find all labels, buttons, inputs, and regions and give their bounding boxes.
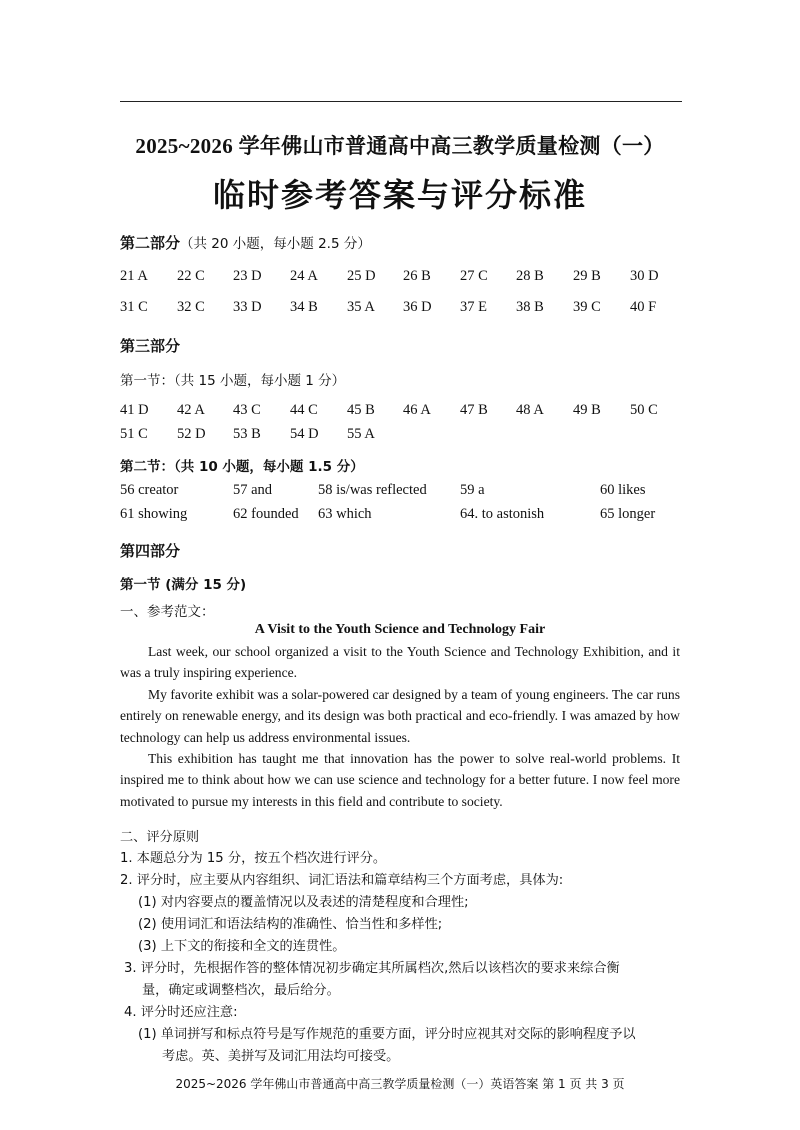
answer-item: 35 A — [347, 299, 375, 315]
principle-item: (1) 对内容要点的覆盖情况以及表述的清楚程度和合理性; — [138, 895, 469, 910]
part3-section1-heading: 第一节：（共 15 小题，每小题 1 分） — [120, 373, 346, 389]
part2-title: 第二部分 — [120, 234, 181, 252]
answer-row — [120, 268, 680, 288]
answer-item: 58 is/was reflected — [318, 482, 427, 498]
answer-item: 31 C — [120, 299, 148, 315]
principle-item: (2) 使用词汇和语法结构的准确性、恰当性和多样性; — [138, 917, 443, 932]
page-footer: 2025~2026 学年佛山市普通高中高三教学质量检测（一）英语答案 第 1 页 共 3 页 — [175, 1077, 625, 1091]
answer-item: 55 A — [347, 426, 375, 442]
principle-item: 3. 评分时，先根据作答的整体情况初步确定其所属档次,然后以该档次的要求来综合衡 — [124, 961, 620, 976]
essay-paragraph: This exhibition has taught me that innovation has the power to solve real-world problems. It inspired me to think about how we can use science and technology for a better future. I now feel more motivated to pursue my interests in this field and contribute to society. — [120, 751, 680, 809]
answer-item: 27 C — [460, 268, 488, 284]
document-title: 临时参考答案与评分标准 — [212, 176, 587, 214]
answer-item: 32 C — [177, 299, 205, 315]
principle-item: 4. 评分时还应注意: — [124, 1005, 238, 1020]
part2-note: （共 20 小题，每小题 2.5 分） — [180, 236, 371, 252]
essay-paragraph: My favorite exhibit was a solar-powered car designed by a team of young engineers. The car runs entirely on renewable energy, and its design was both practical and eco-friendly. I was amazed by how technology can help us address environmental issues. — [120, 687, 680, 745]
part3-section2-heading — [120, 455, 364, 475]
answer-item: 65 longer — [600, 506, 656, 522]
answer-item: 57 and — [233, 482, 273, 498]
essay-paragraph: Last week, our school organized a visit to the Youth Science and Technology Exhibition, and it was a truly inspiring experience. — [120, 644, 680, 681]
answer-item: 36 D — [403, 299, 432, 315]
principles-label: 二、评分原则 — [120, 830, 200, 845]
top-divider — [120, 101, 682, 102]
answer-item: 49 B — [573, 402, 601, 418]
part4-heading: 第四部分 — [120, 542, 181, 560]
principle-item: 考虑。英、美拼写及词汇用法均可接受。 — [162, 1049, 400, 1064]
answer-item: 34 B — [290, 299, 318, 315]
answer-row — [120, 506, 680, 526]
answer-item: 42 A — [177, 402, 205, 418]
answer-item: 46 A — [403, 402, 431, 418]
answer-item: 59 a — [460, 482, 485, 498]
part4-section1-heading — [120, 573, 246, 593]
answer-item: 54 D — [290, 426, 319, 442]
answer-item: 21 A — [120, 268, 148, 284]
answer-item: 26 B — [403, 268, 431, 284]
answer-item: 33 D — [233, 299, 262, 315]
principle-item: 2. 评分时，应主要从内容组织、词汇语法和篇章结构三个方面考虑，具体为: — [120, 873, 564, 888]
principle-item: 1. 本题总分为 15 分，按五个档次进行评分。 — [120, 851, 387, 866]
principle-item: (1) 单词拼写和标点符号是写作规范的重要方面，评分时应视其对交际的影响程度予以 — [138, 1027, 636, 1042]
answer-item: 25 D — [347, 268, 376, 284]
answer-item: 37 E — [460, 299, 487, 315]
answer-item: 44 C — [290, 402, 318, 418]
answer-item: 62 founded — [233, 506, 299, 522]
answer-item: 60 likes — [600, 482, 646, 498]
answer-item: 43 C — [233, 402, 261, 418]
answer-item: 24 A — [290, 268, 318, 284]
answer-row — [120, 426, 680, 446]
sample-label: 一、参考范文： — [120, 604, 215, 620]
answer-item: 28 B — [516, 268, 544, 284]
answer-item: 41 D — [120, 402, 149, 418]
answer-item: 45 B — [347, 402, 375, 418]
answer-item: 22 C — [177, 268, 205, 284]
part3-section2-title: 第二节：（共 10 小题，每小题 1.5 分） — [120, 459, 364, 475]
part2-heading — [120, 232, 371, 253]
answer-item: 64. to astonish — [460, 506, 545, 522]
answer-item: 56 creator — [120, 482, 179, 498]
answer-item: 29 B — [573, 268, 601, 284]
answer-item: 47 B — [460, 402, 488, 418]
answer-item: 23 D — [233, 268, 262, 284]
answer-item: 61 showing — [120, 506, 188, 522]
answer-row — [120, 299, 680, 319]
answer-item: 48 A — [516, 402, 544, 418]
part4-section1-title: 第一节 (满分 15 分) — [120, 577, 247, 593]
answer-item: 30 D — [630, 268, 659, 284]
answer-row — [120, 482, 680, 502]
principle-item: 量，确定或调整档次，最后给分。 — [142, 983, 340, 998]
part3-heading: 第三部分 — [120, 337, 181, 355]
principle-item: (3) 上下文的衔接和全文的连贯性。 — [138, 939, 346, 954]
answer-item: 50 C — [630, 402, 658, 418]
answer-item: 39 C — [573, 299, 601, 315]
answer-item: 40 F — [630, 299, 657, 315]
answer-item: 51 C — [120, 426, 148, 442]
answer-row — [120, 402, 680, 422]
answer-item: 53 B — [233, 426, 261, 442]
essay-title: A Visit to the Youth Science and Technology Fair — [254, 622, 546, 637]
answer-item: 52 D — [177, 426, 206, 442]
answer-item: 38 B — [516, 299, 544, 315]
answer-item: 63 which — [318, 506, 372, 522]
exam-title: 2025~2026 学年佛山市普通高中高三教学质量检测（一） — [135, 134, 665, 158]
